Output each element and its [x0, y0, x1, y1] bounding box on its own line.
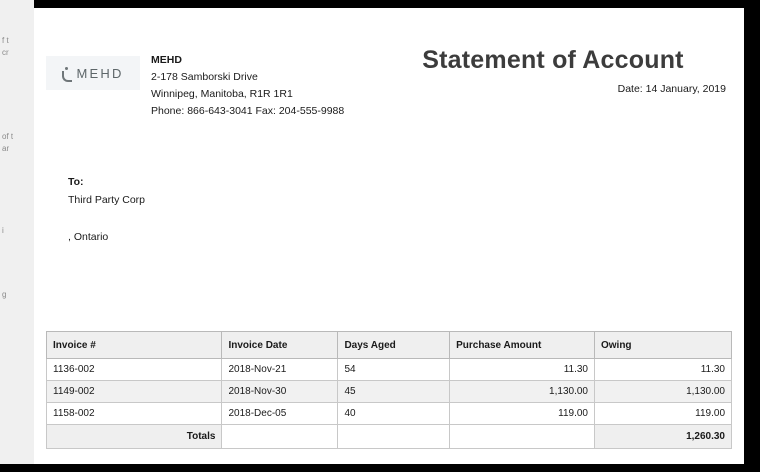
column-header-invoice: Invoice # [47, 332, 222, 359]
recipient-region: , Ontario [68, 231, 109, 243]
table-row [47, 403, 732, 425]
recipient-label: To: [68, 176, 84, 188]
totals-cell-invoice-date [222, 425, 338, 449]
vendor-address-block [151, 52, 344, 120]
cell-purchase-amount: 1,130.00 [450, 381, 595, 403]
background-text-fragment: g [2, 290, 7, 299]
vendor-address-line-2: Winnipeg, Manitoba, R1R 1R1 [151, 88, 293, 100]
recipient-name: Third Party Corp [68, 194, 146, 206]
cell-owing: 11.30 [594, 359, 731, 381]
company-logo [46, 56, 140, 90]
cell-owing: 119.00 [594, 403, 731, 425]
cell-owing: 1,130.00 [594, 381, 731, 403]
mehd-logo-icon [62, 67, 71, 80]
cell-invoice: 1149-002 [47, 381, 222, 403]
background-text-fragment: cr [2, 48, 9, 57]
vendor-contact-line: Phone: 866-643-3041 Fax: 204-555-9988 [151, 105, 345, 117]
totals-cell-owing: 1,260.30 [594, 425, 731, 449]
statement-date: Date: 14 January, 2019 [617, 83, 726, 95]
column-header-purchase-amount: Purchase Amount [450, 332, 595, 359]
background-text-fragment: ar [2, 144, 10, 153]
column-header-days-aged: Days Aged [338, 332, 450, 359]
page-title: Statement of Account [422, 46, 684, 74]
document-header [34, 8, 744, 158]
statement-document-page [34, 8, 744, 464]
totals-label: Totals [47, 425, 222, 449]
screen-bottom-edge [0, 464, 760, 472]
vendor-name: MEHD [151, 54, 182, 66]
background-text-fragment: i [2, 226, 4, 235]
cell-days-aged: 54 [338, 359, 450, 381]
table-header-row [47, 332, 732, 359]
cell-invoice-date: 2018-Nov-30 [222, 381, 338, 403]
cell-purchase-amount: 11.30 [450, 359, 595, 381]
table-row [47, 381, 732, 403]
recipient-block [68, 173, 145, 246]
table-totals-row [47, 425, 732, 449]
cell-days-aged: 40 [338, 403, 450, 425]
cell-invoice: 1136-002 [47, 359, 222, 381]
background-window-fragment [0, 0, 34, 472]
column-header-owing: Owing [594, 332, 731, 359]
background-text-fragment: f t [2, 36, 9, 45]
cell-invoice-date: 2018-Nov-21 [222, 359, 338, 381]
cell-days-aged: 45 [338, 381, 450, 403]
cell-invoice: 1158-002 [47, 403, 222, 425]
cell-invoice-date: 2018-Dec-05 [222, 403, 338, 425]
company-logo-wordmark: MEHD [76, 65, 124, 81]
vendor-address-line-1: 2-178 Samborski Drive [151, 71, 258, 83]
cell-purchase-amount: 119.00 [450, 403, 595, 425]
totals-cell-purchase-amount [450, 425, 595, 449]
column-header-invoice-date: Invoice Date [222, 332, 338, 359]
table-row [47, 359, 732, 381]
background-text-fragment: of t [2, 132, 14, 141]
statement-table [46, 331, 732, 449]
totals-cell-days-aged [338, 425, 450, 449]
